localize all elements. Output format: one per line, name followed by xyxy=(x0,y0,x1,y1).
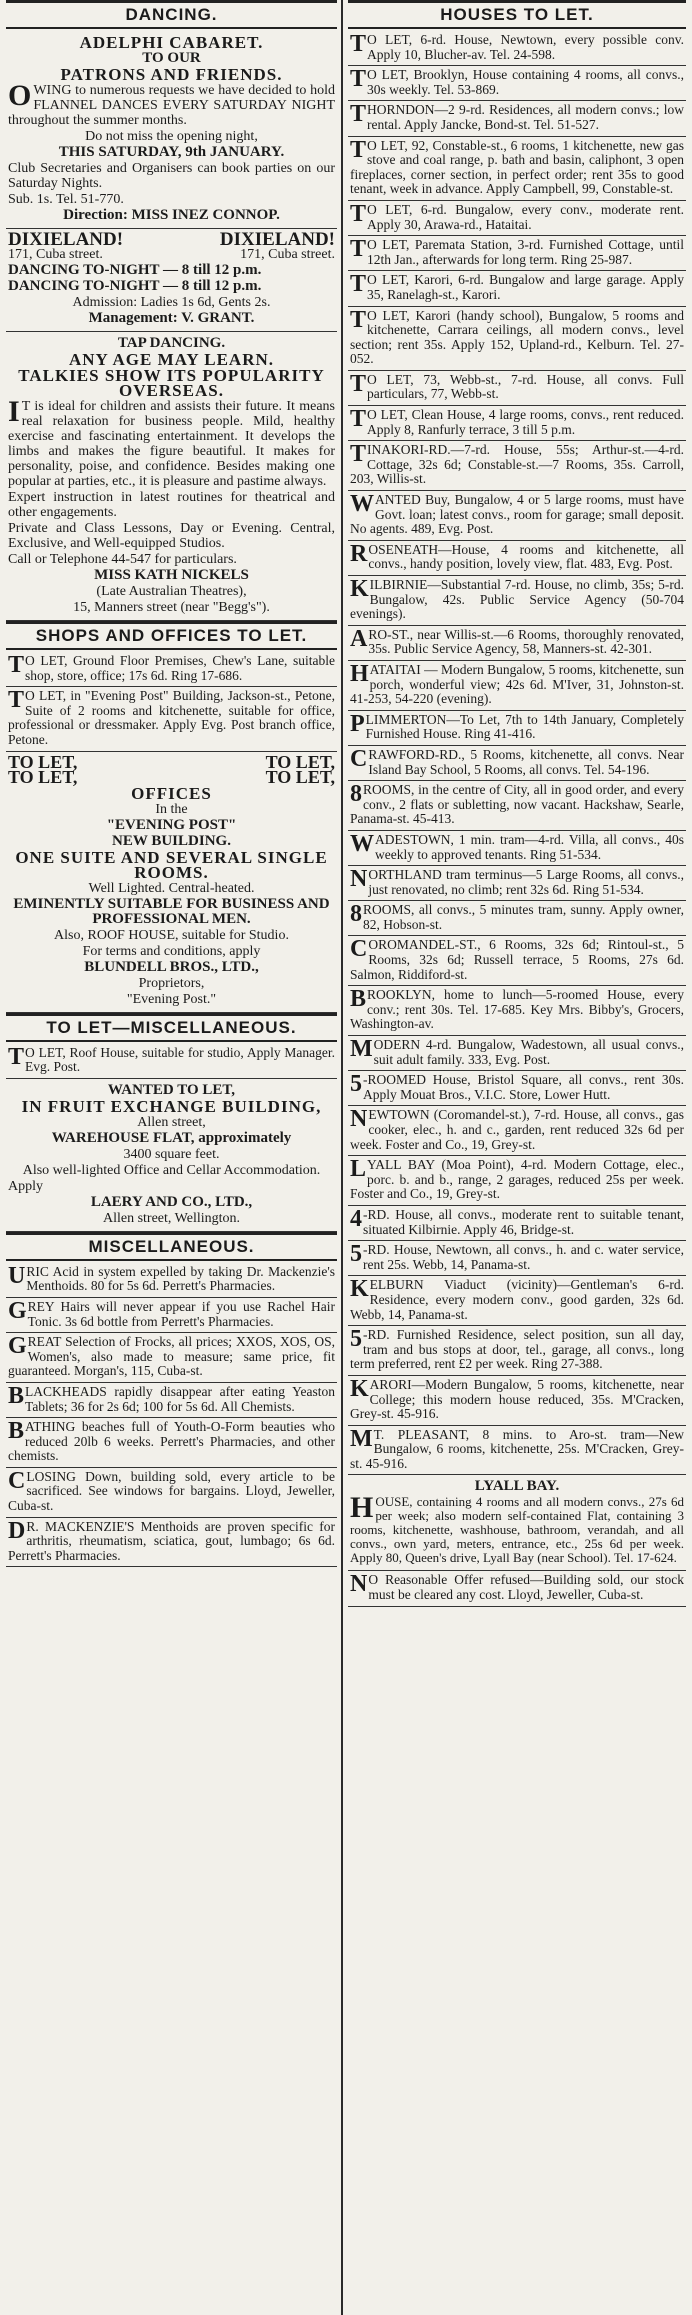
offices-blundell: BLUNDELL BROS., LTD., xyxy=(84,958,259,975)
house-ad-4: TO LET, 6-rd. Bungalow, every conv., moderate rent. Apply 30, Arawa-rd., Hataitai. xyxy=(348,201,686,236)
wanted-apply: Apply xyxy=(8,1178,43,1194)
house-ad-19: WADESTOWN, 1 min. tram—4-rd. Villa, all convs., 40s weekly to approved tenants. Ring 51-534. xyxy=(348,831,686,866)
wanted-to-let-ad xyxy=(6,1079,337,1232)
house-ad-12: ROSENEATH—House, 4 rooms and kitchenette, all convs., handy position, lovely view, flat. 483, Evg. Post. xyxy=(348,541,686,576)
house-ad-15: HATAITAI — Modern Bungalow, 5 rooms, kitchenette, sun porch, wonderful view; 42s 6d. M'Iver, 31, Johnston-st. 41-253, 54-220 (evening). xyxy=(348,661,686,711)
misc-ad-1: GREY Hairs will never appear if you use Rachel Hair Tonic. 3s 6d bottle from Perrett's Pharmacies. xyxy=(6,1298,337,1333)
offices-proprietors: Proprietors, xyxy=(138,975,205,991)
dixieland-ad xyxy=(6,229,337,332)
house-ad-5: TO LET, Paremata Station, 3-rd. Furnished Cottage, until 12th Jan., afterwards for long term. Ring 25-987. xyxy=(348,236,686,271)
wanted-allen-1: Allen street, xyxy=(137,1114,206,1130)
offices-ad xyxy=(6,752,337,1013)
tap-title: TAP DANCING. xyxy=(117,335,226,351)
house-ad-8: TO LET, 73, Webb-st., 7-rd. House, all convs. Full particulars, 77, Webb-st. xyxy=(348,371,686,406)
house-ad-31: 5-RD. Furnished Residence, select position, sun all day, tram and bus stops at door, tel., garage, all convs., long term preferred, rent £2 per week. Ring 27-388. xyxy=(348,1326,686,1376)
adelphi-sub: Sub. 1s. Tel. 51-770. xyxy=(8,192,124,207)
misc-ad-6: DR. MACKENZIE'S Menthoids are proven specific for arthritis, rheumatism, sciatica, gout, lumbago; 6s 6d. Perrett's Pharmacies. xyxy=(6,1518,337,1568)
house-ad-25: 5-ROOMED House, Bristol Square, all convs., rent 30s. Apply Mouat Bros., V.I.C. Store, Lower Hutt. xyxy=(348,1071,686,1106)
house-ad-24: MODERN 4-rd. Bungalow, Wadestown, all usual convs., suit adult family. 333, Evg. Post. xyxy=(348,1036,686,1071)
lyall-bay-ad xyxy=(348,1475,686,1571)
wanted-title: WANTED TO LET, xyxy=(107,1081,236,1098)
offices-new-building: NEW BUILDING. xyxy=(112,832,231,849)
house-ad-27: LYALL BAY (Moa Point), 4-rd. Modern Cottage, elec., porc. b. and b., range, 2 garages, reduced 25s per week. Foster and Co., 19, Grey-st. xyxy=(348,1156,686,1206)
house-ad-28: 4-RD. House, all convs., moderate rent to suitable tenant, situated Kilbirnie. Apply 46, Bridge-st. xyxy=(348,1206,686,1241)
offices-to-let-r2: TO LET, xyxy=(265,766,335,787)
offices-suites: ONE SUITE AND SEVERAL SINGLE ROOMS. xyxy=(15,847,328,882)
tap-address: 15, Manners street (near "Begg's"). xyxy=(73,600,270,615)
adelphi-this-saturday: THIS SATURDAY, 9th JANUARY. xyxy=(58,144,285,160)
house-ad-16: PLIMMERTON—To Let, 7th to 14th January, Completely Furnished House. Ring 41-416. xyxy=(348,711,686,746)
wanted-laery: LAERY AND CO., LTD., xyxy=(90,1193,253,1210)
house-ad-7: TO LET, Karori (handy school), Bungalow, 5 rooms and kitchenette, Carrara ceilings, all modern convs., level section; rent 35s. Apply 152, Upland-rd., Kelburn. Tel. 27-052. xyxy=(348,307,686,371)
shop-ad-1: TO LET, in "Evening Post" Building, Jackson-st., Petone, Suite of 2 rooms and kitchenette, suitable for office, professional or dressmaker. Apply Evg. Post branch office, Petone. xyxy=(6,687,337,751)
offices-to-let-l2: TO LET, xyxy=(8,766,78,787)
house-ad-26: NEWTOWN (Coromandel-st.), 7-rd. House, all convs., gas cooker, elec., h. and c., garden, rent reduced 32s 6d per week. Foster and Co., 19, Grey-st. xyxy=(348,1106,686,1156)
house-ad-14: ARO-ST., near Willis-st.—6 Rooms, thoroughly renovated, 35s. Public Service Agency, 58, Manners-st. 42-301. xyxy=(348,626,686,661)
right-column xyxy=(346,0,688,2315)
offices-roof: Also, ROOF HOUSE, suitable for Studio. xyxy=(54,927,289,943)
adelphi-title: ADELPHI CABARET. xyxy=(79,33,264,52)
offices-eminently: EMINENTLY SUITABLE FOR BUSINESS AND PROFESSIONAL MEN. xyxy=(13,895,330,927)
house-ad-33: MT. PLEASANT, 8 mins. to Aro-st. tram—New Bungalow, 6 rooms, kitchenette, 25s. M'Cracken, Grey-st. 45-916. xyxy=(348,1426,686,1476)
house-ad-10: TINAKORI-RD.—7-rd. House, 55s; Arthur-st.—4-rd. Cottage, 32s 6d; Constable-st.—7 Rooms, 35s. Carroll, 203, Willis-st. xyxy=(348,441,686,491)
lyall-body: HOUSE, containing 4 rooms and all modern convs., 27s 6d per week; also modern self-contained Flat, containing 3 rooms, kitchenette, washhouse, bathroom, verandah, and all convs., own yard, meters, entrance, etc., 25s 6d per week. Apply 80, Queen's drive, Lyall Bay (near School). Tel. 17-624. xyxy=(350,1491,684,1566)
wanted-allen-2: Allen street, Wellington. xyxy=(102,1210,241,1226)
adelphi-club: Club Secretaries and Organisers can book parties on our Saturday Nights. xyxy=(8,161,335,191)
house-ad-9: TO LET, Clean House, 4 large rooms, convs., rent reduced. Apply 8, Ranfurly terrace, 3 till 5 p.m. xyxy=(348,406,686,441)
offices-terms: For terms and conditions, apply xyxy=(82,943,261,959)
shop-ad-0: TO LET, Ground Floor Premises, Chew's Lane, suitable shop, store, office; 17s 6d. Ring 17-686. xyxy=(6,652,337,687)
house-ad-6: TO LET, Karori, 6-rd. Bungalow and large garage. Apply 35, Ranelagh-st., Karori. xyxy=(348,271,686,306)
houses-header: HOUSES TO LET. xyxy=(348,0,686,29)
dixieland-admission: Admission: Ladies 1s 6d, Gents 2s. xyxy=(72,295,271,310)
misc-ad-0: URIC Acid in system expelled by taking Dr. Mackenzie's Menthoids. 80 for 5s 6d. Perrett's Pharmacies. xyxy=(6,1263,337,1298)
tap-talkies: TALKIES SHOW ITS POPULARITY OVERSEAS. xyxy=(18,366,325,400)
house-ad-3: TO LET, 92, Constable-st., 6 rooms, 1 kitchenette, new gas stove and coal range, p. bath and basin, caliphont, 3 open fireplaces, corner section, in perfect order; rent 35s to good tenant, week in advance. Apply Campbell, 99, Constable-st. xyxy=(348,137,686,201)
offices-to-let-r1: TO LET, xyxy=(265,751,335,772)
house-ad-29: 5-RD. House, Newtown, all convs., h. and c. water service, rent 25s. Webb, 14, Panama-st. xyxy=(348,1241,686,1276)
tap-any-age: ANY AGE MAY LEARN. xyxy=(68,350,275,369)
house-ad-23: BROOKLYN, home to lunch—5-roomed House, every conv.; rent 30s. Tel. 17-685. Key Mrs. Bibby's, Grocers, Washington-av. xyxy=(348,986,686,1036)
dixieland-dancing-1: DANCING TO-NIGHT — 8 till 12 p.m. xyxy=(8,262,262,278)
house-ad-21: 8ROOMS, all convs., 5 minutes tram, sunny. Apply owner, 82, Hobson-st. xyxy=(348,901,686,936)
miscellaneous-header: MISCELLANEOUS. xyxy=(6,1232,337,1261)
dancing-header: DANCING. xyxy=(6,0,337,29)
wanted-also: Also well-lighted Office and Cellar Accommodation. xyxy=(22,1162,321,1178)
house-ad-22: COROMANDEL-ST., 6 Rooms, 32s 6d; Rintoul-st., 5 Rooms, 32s 6d; Russell terrace, 5 Rooms, 27s 6d. Salmon, Riddiford-st. xyxy=(348,936,686,986)
wanted-fruit: IN FRUIT EXCHANGE BUILDING, xyxy=(21,1096,322,1116)
misc-ad-3: BLACKHEADS rapidly disappear after eating Yeaston Tablets; 36 for 2s 6d; 100 for 5s 6d. All Chemists. xyxy=(6,1383,337,1418)
last-ad: NO Reasonable Offer refused—Building sold, our stock must be cleared any cost. Lloyd, Jeweller, Cuba-st. xyxy=(348,1571,686,1606)
dixieland-address-left: 171, Cuba street. xyxy=(8,247,103,262)
offices-well-lighted: Well Lighted. Central-heated. xyxy=(88,880,255,896)
wanted-warehouse: WAREHOUSE FLAT, approximately xyxy=(51,1129,292,1146)
wanted-sqft: 3400 square feet. xyxy=(123,1146,220,1162)
dixieland-dancing-2: DANCING TO-NIGHT — 8 till 12 p.m. xyxy=(8,278,262,294)
tap-name: MISS KATH NICKELS xyxy=(94,567,249,583)
tap-dancing-ad xyxy=(6,332,337,621)
offices-evening-post: "EVENING POST" xyxy=(106,816,237,833)
tap-late: (Late Australian Theatres), xyxy=(96,584,247,599)
misc-ad-5: CLOSING Down, building sold, every article to be sacrificed. See windows for bargains. Lloyd, Jeweller, Cuba-st. xyxy=(6,1468,337,1518)
misc-ad-2: GREAT Selection of Frocks, all prices; XXOS, XOS, OS, Women's, also made to measure; same price, fit guaranteed. Morgan's, 115, Cuba-st. xyxy=(6,1333,337,1383)
left-column xyxy=(4,0,339,2315)
house-ad-17: CRAWFORD-RD., 5 Rooms, kitchenette, all convs. Near Island Bay School, 5 Rooms, all convs. Tel. 54-196. xyxy=(348,746,686,781)
house-ad-20: NORTHLAND tram terminus—5 Large Rooms, all convs., just renovated, no climb; rent 32s 6d. Ring 51-534. xyxy=(348,866,686,901)
house-ad-13: KILBIRNIE—Substantial 7-rd. House, no climb, 35s; 5-rd. Bungalow, 42s. Public Service Agency (50-704 evenings). xyxy=(348,576,686,626)
misc-ad-4: BATHING beaches full of Youth-O-Form beauties who reduced 20lb 6 weeks. Perrett's Pharmacies, and other chemists. xyxy=(6,1418,337,1468)
tap-expert: Expert instruction in latest routines for theatrical and other engagements. xyxy=(8,490,335,520)
dixieland-management: Management: V. GRANT. xyxy=(88,310,255,326)
offices-title: OFFICES xyxy=(131,783,212,803)
shops-header: SHOPS AND OFFICES TO LET. xyxy=(6,621,337,650)
house-ad-2: THORNDON—2 9-rd. Residences, all modern convs.; low rental. Apply Jancke, Bond-st. Tel. 51-527. xyxy=(348,101,686,136)
dixieland-title-right: DIXIELAND! xyxy=(219,229,335,250)
misc-to-let-ad: TO LET, Roof House, suitable for studio, Apply Manager. Evg. Post. xyxy=(6,1044,337,1079)
misc-to-let-header: TO LET—MISCELLANEOUS. xyxy=(6,1013,337,1042)
offices-in-the: In the xyxy=(155,801,188,817)
house-ad-0: TO LET, 6-rd. House, Newtown, every possible conv. Apply 10, Blucher-av. Tel. 24-598. xyxy=(348,31,686,66)
column-divider xyxy=(341,0,343,2315)
offices-to-let-l1: TO LET, xyxy=(8,751,78,772)
adelphi-ad xyxy=(6,31,337,229)
dixieland-address-right: 171, Cuba street. xyxy=(240,247,335,262)
tap-body: IT is ideal for children and assists their future. It means real relaxation for business people. Mild, healthy exercise and fascinating entertainment. It develops the limbs and makes the figure beautiful. It makes for personality, poise, and confidence. Besides making one popular at parties, etc., it is pleasure and pastime always. xyxy=(8,395,335,489)
adelphi-do-not-miss: Do not miss the opening night, xyxy=(85,129,258,144)
tap-call: Call or Telephone 44-547 for particulars. xyxy=(8,552,237,567)
house-ad-11: WANTED Buy, Bungalow, 4 or 5 large rooms, must have Govt. loan; latest convs., room for garage; small deposit. No agents. 489, Evg. Post. xyxy=(348,491,686,541)
adelphi-to-our: TO OUR xyxy=(142,50,201,66)
house-ad-18: 8ROOMS, in the centre of City, all in good order, and every conv., 2 flats or subletting, now vacant. Hackshaw, Searle, Panama-st. 45-413. xyxy=(348,781,686,831)
offices-ep: "Evening Post." xyxy=(126,991,217,1007)
house-ad-1: TO LET, Brooklyn, House containing 4 rooms, all convs., 30s weekly. Tel. 53-869. xyxy=(348,66,686,101)
adelphi-body: OWING to numerous requests we have decided to hold FLANNEL DANCES EVERY SATURDAY NIGHT throughout the summer months. xyxy=(8,79,335,128)
adelphi-direction: Direction: MISS INEZ CONNOP. xyxy=(63,207,280,223)
house-ad-32: KARORI—Modern Bungalow, 5 rooms, kitchenette, near College; this modern house reduced, 35s. M'Cracken, Grey-st. 45-916. xyxy=(348,1376,686,1426)
house-ad-30: KELBURN Viaduct (vicinity)—Gentleman's 6-rd. Residence, every modern conv., good garden, 32s 6d. Webb, 14, Panama-st. xyxy=(348,1276,686,1326)
adelphi-patrons: PATRONS AND FRIENDS. xyxy=(60,65,283,84)
lyall-title: LYALL BAY. xyxy=(474,1478,560,1495)
tap-private: Private and Class Lessons, Day or Evening. Central, Exclusive, and Well-equipped Studios. xyxy=(8,521,335,551)
dixieland-title-left: DIXIELAND! xyxy=(8,229,124,250)
